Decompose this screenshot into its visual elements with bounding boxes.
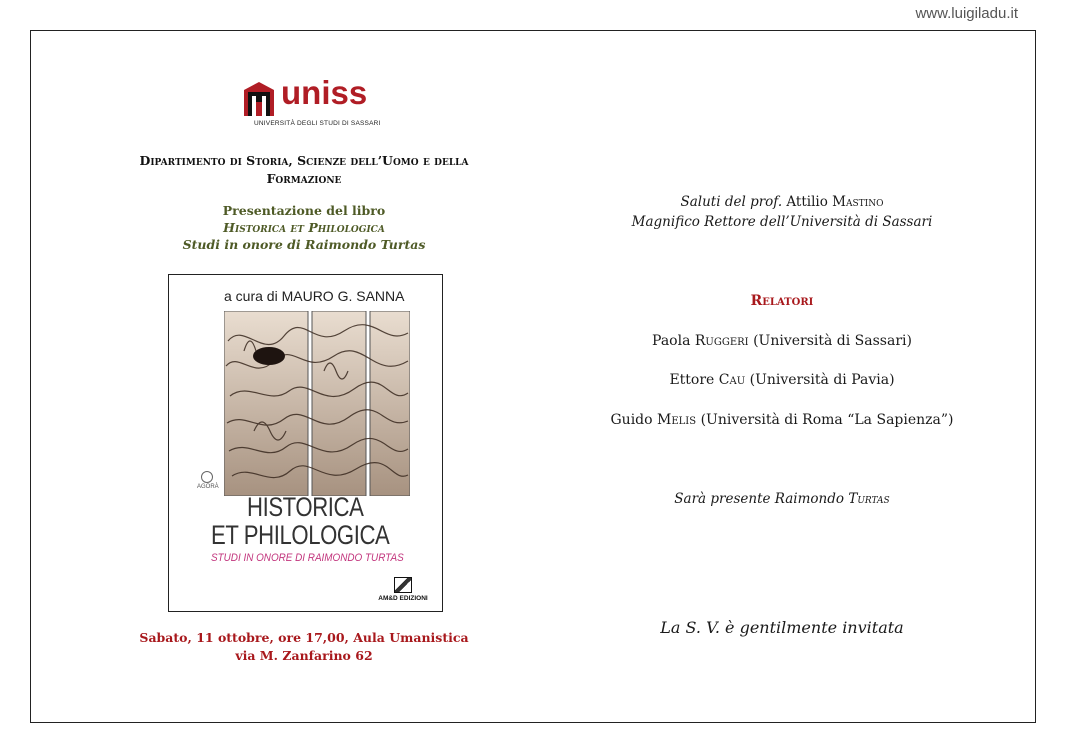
guest-of-honor: Sarà presente Raimondo Turtas: [674, 491, 890, 507]
department-name: Dipartimento di Storia, Scienze dell’Uomo e della Formazione: [139, 153, 469, 186]
event-details: [121, 629, 487, 665]
uniss-building-icon: [244, 82, 274, 116]
rector-role: Magnifico Rettore dell’Università di Sassari: [631, 214, 933, 230]
agora-series-mark: AGORÀ: [197, 471, 217, 490]
event-address: via M. Zanfarino 62: [235, 648, 373, 663]
website-watermark: www.luigiladu.it: [915, 5, 1018, 22]
speaker-item: Ettore Cau (Università di Pavia): [669, 372, 895, 388]
manuscript-panels-image: [224, 311, 410, 496]
cover-curator: a cura di MAURO G. SANNA: [224, 288, 405, 304]
agora-circle-icon: [201, 471, 213, 483]
cover-title-line1: HISTORICA: [247, 492, 364, 522]
publisher-logo-icon: [394, 577, 412, 593]
event-date-place: Sabato, 11 ottobre, ore 17,00, Aula Umanistica: [139, 630, 469, 645]
presentation-label: Presentazione del libro: [222, 203, 386, 218]
cover-title-line2: ET PHILOLOGICA: [211, 520, 390, 550]
book-cover: [168, 274, 443, 612]
uniss-wordmark: uniss: [281, 74, 368, 111]
cover-subtitle: STUDI IN ONORE DI RAIMONDO TURTAS: [211, 552, 404, 564]
uniss-subtitle: UNIVERSITÀ DEGLI STUDI DI SASSARI: [254, 120, 381, 127]
speakers-heading: Relatori: [750, 293, 814, 309]
greetings: Saluti del prof. Attilio Mastino Magnifico Rettore dell’Università di Sassari: [571, 192, 993, 232]
speaker-item: Guido Melis (Università di Roma “La Sapienza”): [610, 412, 954, 428]
uniss-logo: [244, 74, 384, 130]
invitation-note: La S. V. è gentilmente invitata: [660, 618, 904, 637]
invitation-frame: [30, 30, 1036, 723]
speaker-item: Paola Ruggeri (Università di Sassari): [652, 333, 912, 349]
book-title: Historica et Philologica: [223, 220, 385, 235]
book-subtitle: Studi in onore di Raimondo Turtas: [182, 237, 426, 252]
publisher-mark: AM&D EDIZIONI: [377, 577, 429, 602]
book-presentation: [121, 202, 487, 253]
